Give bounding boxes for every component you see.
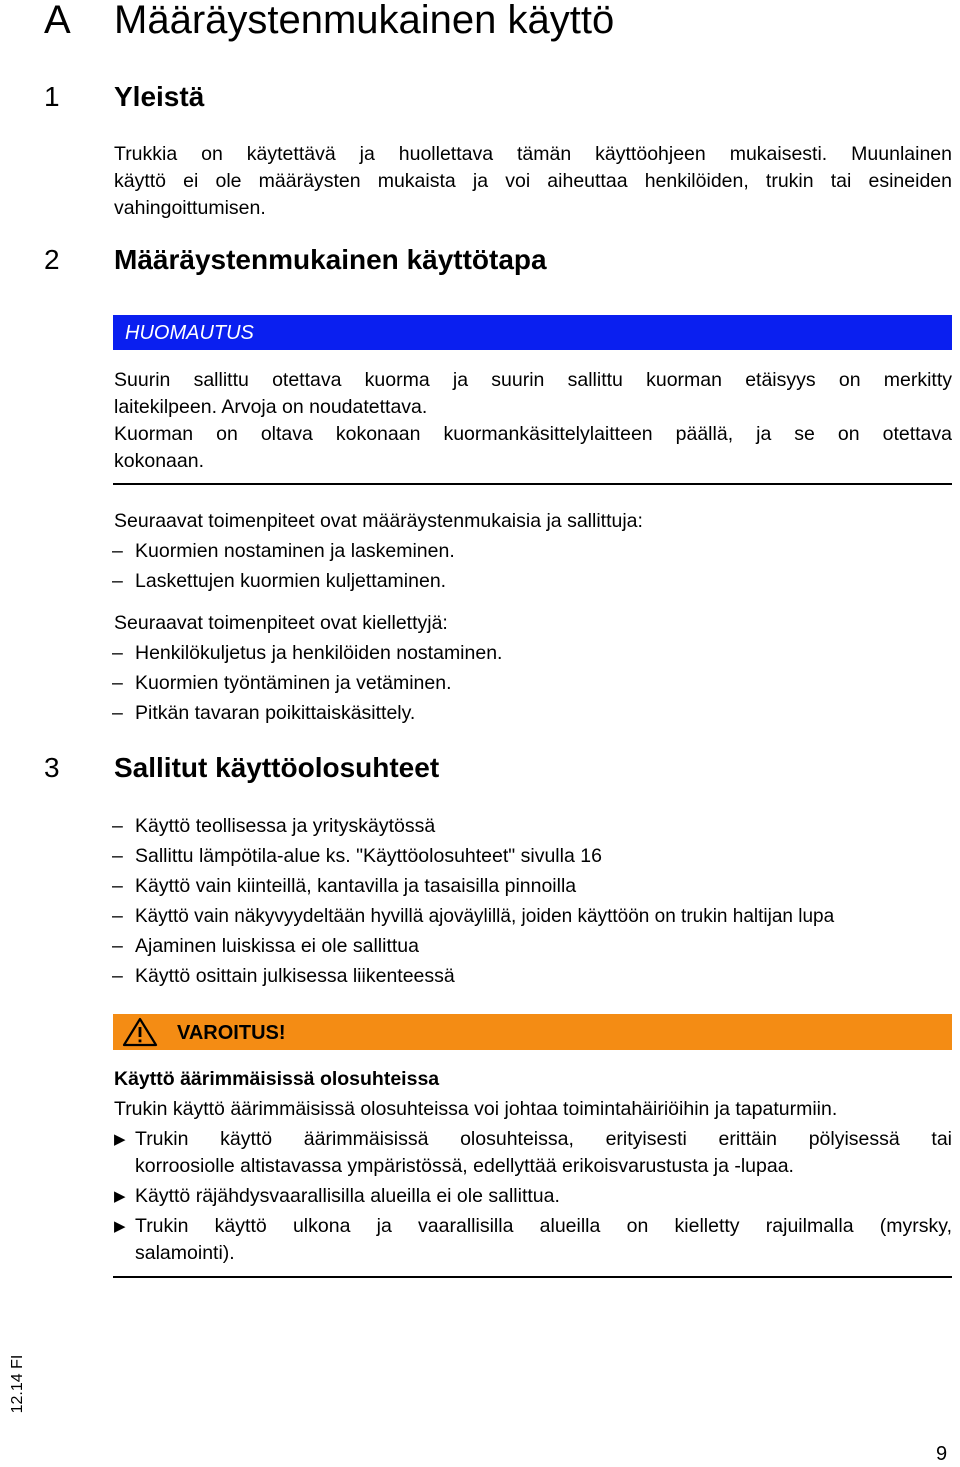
warning-item-line: Trukin käyttö ulkona ja vaarallisilla alueilla on kielletty rajuilmalla (myrsky, (135, 1215, 952, 1237)
warning-label: VAROITUS! (177, 1022, 286, 1044)
section-1-paragraph (114, 141, 952, 222)
dash-bullet: – (112, 540, 123, 562)
note-line: Suurin sallittu otettava kuorma ja suurin sallittu kuorman etäisyys on merkitty (114, 369, 952, 391)
page-number: 9 (936, 1443, 948, 1465)
condition-item: Ajaminen luiskissa ei ole sallittua (135, 935, 419, 957)
condition-item: Käyttö teollisessa ja yrityskäytössä (135, 815, 436, 837)
dash-bullet: – (112, 672, 123, 694)
arrow-bullet: ▶ (114, 1131, 126, 1148)
allowed-intro: Seuraavat toimenpiteet ovat määräystenmukaisia ja sallittuja: (114, 510, 643, 532)
paragraph-line: Trukkia on käytettävä ja huollettava tämän käyttöohjeen mukaisesti. Muunlainen (114, 143, 952, 165)
dash-bullet: – (112, 845, 123, 867)
dash-bullet: – (112, 570, 123, 592)
dash-bullet: – (112, 935, 123, 957)
warning-item-line: salamointi). (135, 1242, 235, 1264)
dash-bullet: – (112, 965, 123, 987)
chapter-letter: A (44, 0, 71, 42)
warning-divider (113, 1276, 952, 1278)
dash-bullet: – (112, 642, 123, 664)
condition-item: Käyttö vain näkyvyydeltään hyvillä ajoväylillä, joiden käyttöön on trukin haltijan lupa (135, 906, 835, 927)
forbidden-intro: Seuraavat toimenpiteet ovat kiellettyjä: (114, 612, 448, 634)
warning-text: Trukin käyttö äärimmäisissä olosuhteissa voi johtaa toimintahäiriöihin ja tapaturmiin. (114, 1098, 838, 1120)
condition-item: Käyttö osittain julkisessa liikenteessä (135, 965, 455, 987)
warning-triangle-icon (122, 1017, 158, 1052)
section-2-number: 2 (44, 244, 60, 275)
dash-bullet: – (112, 702, 123, 724)
note-line: Kuorman on oltava kokonaan kuormankäsittelylaitteen päällä, ja se on otettava (114, 423, 952, 445)
warning-item-line: korroosiolle altistavassa ympäristössä, edellyttää erikoisvarustusta ja -lupaa. (135, 1155, 794, 1177)
note-banner (113, 315, 952, 350)
section-3-title: Sallitut käyttöolosuhteet (114, 752, 440, 783)
allowed-item: Kuormien nostaminen ja laskeminen. (135, 540, 455, 562)
warning-heading: Käyttö äärimmäisissä olosuhteissa (114, 1068, 440, 1090)
dash-bullet: – (112, 905, 123, 927)
warning-item-line: Trukin käyttö äärimmäisissä olosuhteissa, erityisesti erittäin pölyisessä tai (135, 1128, 952, 1150)
section-1-title: Yleistä (114, 81, 205, 112)
arrow-bullet: ▶ (114, 1218, 126, 1235)
paragraph-line: käyttö ei ole määräysten mukaista ja voi aiheuttaa henkilöiden, trukin tai esineiden (114, 170, 952, 192)
note-divider (113, 483, 952, 485)
forbidden-item: Henkilökuljetus ja henkilöiden nostaminen. (135, 642, 503, 664)
allowed-item: Laskettujen kuormien kuljettaminen. (135, 570, 447, 592)
warning-item-line: Käyttö räjähdysvaarallisilla alueilla ei ole sallittua. (135, 1185, 560, 1207)
forbidden-item: Pitkän tavaran poikittaiskäsittely. (135, 702, 416, 724)
condition-item: Sallittu lämpötila-alue ks. "Käyttöolosuhteet" sivulla 16 (135, 845, 602, 867)
section-2-title: Määräystenmukainen käyttötapa (114, 244, 547, 275)
note-line: kokonaan. (114, 450, 204, 472)
note-line: laitekilpeen. Arvoja on noudatettava. (114, 396, 428, 418)
note-label: HUOMAUTUS (125, 322, 254, 344)
chapter-title: Määräystenmukainen käyttö (114, 0, 615, 42)
paragraph-line: vahingoittumisen. (114, 197, 266, 219)
section-1-number: 1 (44, 81, 60, 112)
forbidden-item: Kuormien työntäminen ja vetäminen. (135, 672, 452, 694)
warning-banner (113, 1014, 952, 1050)
note-text (114, 367, 952, 475)
edition-tag: 12.14 FI (9, 1354, 26, 1414)
condition-item: Käyttö vain kiinteillä, kantavilla ja tasaisilla pinnoilla (135, 875, 577, 897)
dash-bullet: – (112, 875, 123, 897)
dash-bullet: – (112, 815, 123, 837)
section-3-number: 3 (44, 752, 60, 783)
arrow-bullet: ▶ (114, 1188, 126, 1205)
